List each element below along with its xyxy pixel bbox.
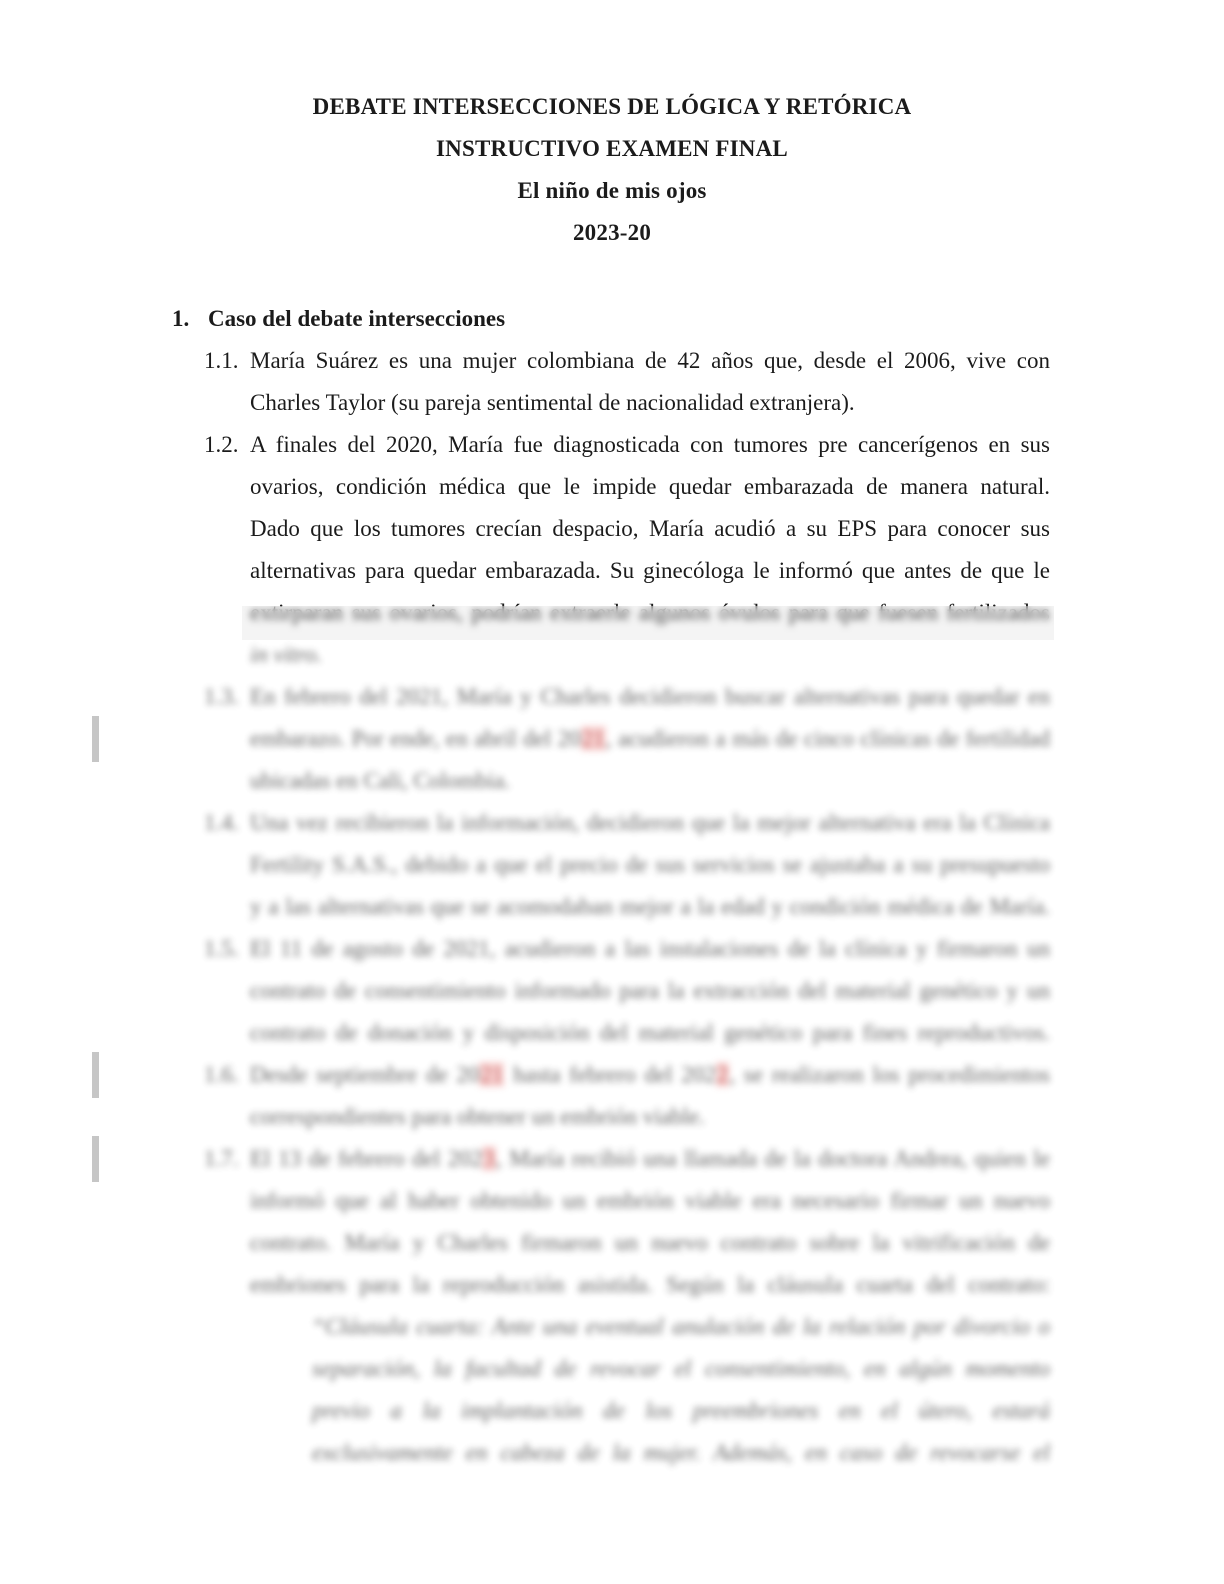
title-line-2: INSTRUCTIVO EXAMEN FINAL [436, 136, 788, 161]
text-segment: A finales del 2020, María fue diagnosticada con tumores pre cancerígenos en sus [250, 432, 1050, 457]
contract-quote-line [312, 1432, 1050, 1474]
document-line [250, 970, 1050, 1012]
document-line [250, 634, 1050, 676]
document-line [250, 550, 1050, 592]
contract-quote-line [312, 1348, 1050, 1390]
document-line [204, 802, 1050, 844]
text-segment: María Suárez es una mujer colombiana de 42 años que, desde el 2006, vive con [250, 348, 1050, 373]
text-segment: El 11 de agosto de 2021, acudieron a las instalaciones de la clínica y firmaron un [250, 936, 1050, 961]
item-number: 1.1. [204, 348, 239, 373]
contract-quote-line [312, 1306, 1050, 1348]
item-number: 1.2. [204, 432, 239, 457]
revision-change-bar [92, 716, 99, 762]
text-segment: Una vez recibieron la información, decidieron que la mejor alternativa era la Clínica [250, 810, 1050, 835]
item-number: 1.3. [204, 684, 239, 709]
document-line [204, 676, 1050, 718]
document-line [204, 424, 1050, 466]
text-segment: alternativas para quedar embarazada. Su ginecóloga le informó que antes de que le [250, 558, 1050, 583]
revision-change-bar [92, 1136, 99, 1182]
revision-red-text: 2 [716, 1062, 729, 1087]
document-line [250, 886, 1050, 928]
document-line [204, 928, 1050, 970]
text-segment: Charles Taylor (su pareja sentimental de nacionalidad extranjera). [250, 390, 855, 415]
text-segment: embriones para la reproducción asistida. Según la cláusula cuarta del contrato: [250, 1272, 1050, 1297]
document-line [250, 1012, 1050, 1054]
text-segment: , se realizaron los procedimientos [729, 1062, 1050, 1087]
item-number: 1.5. [204, 936, 239, 961]
text-segment: previo a la implantación de los preembriones en el útero, estará [312, 1398, 1050, 1423]
text-segment: exclusivamente en cabeza de la mujer. Además, en caso de revocarse el [312, 1440, 1050, 1465]
revision-red-text: 3 [483, 1146, 495, 1171]
document-line [250, 1264, 1050, 1306]
title-line-3: El niño de mis ojos [517, 178, 707, 203]
text-segment: ubicadas en Cali, Colombia. [250, 768, 510, 793]
text-segment: El 13 de febrero del 202 [250, 1146, 483, 1171]
document-line [250, 718, 1050, 760]
text-segment: in vitro. [250, 642, 322, 667]
text-segment: “Cláusula cuarta: Ante una eventual anulación de la relación por divorcio o [312, 1314, 1050, 1339]
text-segment: , María recibió una llamada de la doctora Andrea, quien le [495, 1146, 1050, 1171]
text-segment: Caso del debate intersecciones [208, 306, 506, 331]
title-line-1: DEBATE INTERSECCIONES DE LÓGICA Y RETÓRICA [312, 94, 912, 119]
item-number: 1.4. [204, 810, 239, 835]
text-segment: Desde septiembre de 20 [250, 1062, 480, 1087]
document-line [250, 760, 1050, 802]
text-segment: extirparan sus ovarios, podrían extraerle algunos óvulos para que fuesen fertilizados [250, 600, 1050, 625]
document-line [250, 844, 1050, 886]
item-number: 1.7. [204, 1146, 239, 1171]
revision-red-text: 21 [480, 1062, 504, 1087]
document-body [0, 298, 1224, 1474]
document-line [204, 340, 1050, 382]
document-line [250, 1096, 1050, 1138]
section-heading-line [172, 298, 1050, 340]
text-segment: embarazo. Por ende, en abril del 20 [250, 726, 581, 751]
item-number: 1.6. [204, 1062, 239, 1087]
text-segment: informó que al haber obtenido un embrión viable era necesario firmar un nuevo [250, 1188, 1050, 1213]
document-line [204, 1054, 1050, 1096]
text-segment: separación, la facultad de revocar el consentimiento, en algún momento [312, 1356, 1050, 1381]
document-title [0, 0, 1224, 254]
blur-overlay [242, 606, 1054, 640]
text-segment: Dado que los tumores crecían despacio, María acudió a su EPS para conocer sus [250, 516, 1050, 541]
document-line [250, 508, 1050, 550]
document-line [250, 1222, 1050, 1264]
text-segment: contrato. María y Charles firmaron un nuevo contrato sobre la vitrificación de [250, 1230, 1050, 1255]
title-line-4: 2023-20 [572, 220, 652, 245]
document-line [250, 1180, 1050, 1222]
item-number: 1. [172, 306, 190, 331]
text-segment: , acudieron a más de cinco clínicas de fertilidad [605, 726, 1050, 751]
text-segment: y a las alternativas que se acomodaban mejor a la edad y condición médica de María. [250, 894, 1050, 919]
text-segment: ovarios, condición médica que le impide quedar embarazada de manera natural. [250, 474, 1050, 499]
contract-quote-line [312, 1390, 1050, 1432]
text-segment: correspondientes para obtener un embrión viable. [250, 1104, 705, 1129]
revision-change-bar [92, 1052, 99, 1098]
text-segment: En febrero del 2021, María y Charles decidieron buscar alternativas para quedar en [250, 684, 1050, 709]
text-segment: contrato de consentimiento informado para la extracción del material genético y un [250, 978, 1050, 1003]
revision-red-text: 21 [581, 726, 605, 751]
document-line [250, 466, 1050, 508]
text-segment: hasta febrero del 202 [504, 1062, 716, 1087]
text-segment: contrato de donación y disposición del material genético para fines reproductivos. [250, 1020, 1050, 1045]
document-line [250, 382, 1050, 424]
document-line [204, 1138, 1050, 1180]
text-segment: Fertility S.A.S., debido a que el precio de sus servicios se ajustaba a su presupuesto [250, 852, 1050, 877]
